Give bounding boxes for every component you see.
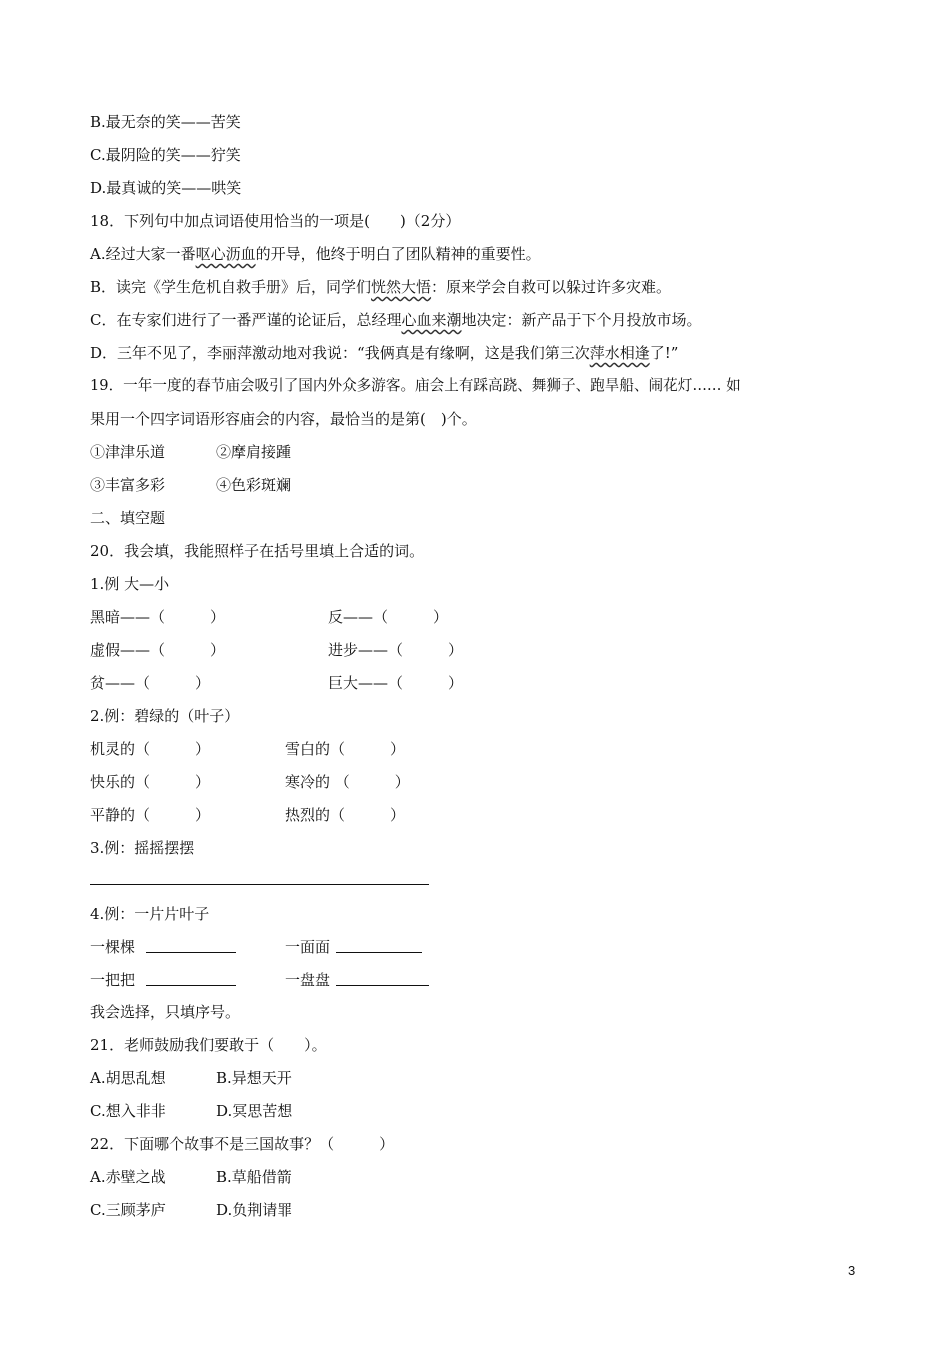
- q18-a-dotted-word: 呕心沥血: [195, 245, 256, 263]
- q17-option-c: C.最阴险的笑——狞笑: [90, 146, 241, 164]
- q19-options-row-2: [90, 475, 291, 495]
- q20-part2-item: 快乐的（ ）: [90, 773, 211, 791]
- q20-part1-item: 黑暗——（ ）: [90, 608, 226, 626]
- q19-option-4: ④色彩斑斓: [216, 476, 292, 494]
- q18-b-pre: B．读完《学生危机自救手册》后，同学们: [90, 278, 372, 296]
- q21-options-row-1: [90, 1068, 292, 1088]
- q20-part4-answer-line[interactable]: [336, 952, 422, 953]
- q20-part1-item: 进步——（ ）: [328, 641, 464, 659]
- page-number: 3: [848, 1263, 856, 1278]
- q18-option-b: [90, 277, 671, 297]
- q17-option-d: D.最真诚的笑——哄笑: [90, 179, 242, 197]
- q18-option-a: [90, 244, 541, 264]
- q20-part2-item: 机灵的（ ）: [90, 740, 211, 758]
- q18-a-post: 的开导，他终于明白了团队精神的重要性。: [255, 245, 541, 263]
- q18-a-pre: A.经过大家一番: [90, 245, 196, 263]
- q20-part2-row-3: [90, 805, 405, 825]
- q20-part4-item: 一棵棵: [90, 938, 136, 956]
- q20-part1-example: 1.例 大—小: [90, 575, 170, 593]
- q20-part2-item: 雪白的（ ）: [285, 740, 406, 758]
- q22-options-row-1: [90, 1167, 292, 1187]
- q18-stem: 18．下列句中加点词语使用恰当的一项是( )（2分）: [90, 212, 461, 230]
- q18-c-post: 地决定：新产品于下个月投放市场。: [461, 311, 702, 329]
- q20-part2-item: 平静的（ ）: [90, 806, 211, 824]
- q22-options-row-2: [90, 1200, 292, 1220]
- q22-option-a: A.赤壁之战: [90, 1168, 166, 1186]
- q20-stem: 20．我会填，我能照样子在括号里填上合适的词。: [90, 542, 425, 560]
- q22-option-b: B.草船借箭: [216, 1168, 292, 1186]
- q20-part4-item: 一面面: [285, 938, 331, 956]
- q18-b-post: ：原来学会自救可以躲过许多灾难。: [431, 278, 672, 296]
- q20-part4-example: 4.例：一片片叶子: [90, 905, 210, 923]
- q20-part1-item: 贫——（ ）: [90, 674, 211, 692]
- q19-option-3: ③丰富多彩: [90, 476, 166, 494]
- q17-option-b: B.最无奈的笑——苦笑: [90, 113, 241, 131]
- q22-option-c: C.三顾茅庐: [90, 1201, 166, 1219]
- q20-part1-item: 虚假——（ ）: [90, 641, 226, 659]
- q19-option-1: ①津津乐道: [90, 443, 166, 461]
- q20-part2-example: 2.例：碧绿的（叶子）: [90, 707, 240, 725]
- q18-option-c: [90, 310, 702, 330]
- q22-stem: 22．下面哪个故事不是三国故事？（ ）: [90, 1135, 395, 1153]
- q20-part1-item: 反——（ ）: [328, 608, 449, 626]
- q21-options-row-2: [90, 1101, 292, 1121]
- q18-d-pre: D．三年不见了，李丽萍激动地对我说：“我俩真是有缘啊，这是我们第三次: [90, 344, 590, 362]
- section-heading-fill-blanks: 二、填空题: [90, 509, 166, 527]
- q19-line-2: 果用一个四字词语形容庙会的内容，最恰当的是第( )个。: [90, 410, 477, 428]
- q21-option-b: B.异想天开: [216, 1069, 292, 1087]
- q18-d-dotted-word: 萍水相逢: [589, 344, 650, 362]
- q19-options-row-1: [90, 442, 291, 462]
- q20-part1-row-2: [90, 640, 463, 660]
- q20-part1-row-3: [90, 673, 463, 693]
- q20-part4-answer-line[interactable]: [146, 952, 236, 953]
- q20-part4-item: 一把把: [90, 971, 136, 989]
- q20-part4-answer-line[interactable]: [336, 985, 429, 986]
- q19-option-2: ②摩肩接踵: [216, 443, 292, 461]
- q20-part4-answer-line[interactable]: [146, 985, 236, 986]
- q18-option-d: [90, 343, 678, 363]
- q20-part1-item: 巨大——（ ）: [328, 674, 464, 692]
- q18-c-pre: C．在专家们进行了一番严谨的论证后，总经理: [90, 311, 402, 329]
- q20-part3-answer-line[interactable]: [90, 884, 429, 885]
- q20-part4-row-2: [90, 970, 135, 990]
- q21-option-a: A.胡思乱想: [90, 1069, 166, 1087]
- q20-part2-row-1: [90, 739, 405, 759]
- q22-option-d: D.负荆请罪: [216, 1201, 293, 1219]
- q20-part3-example: 3.例：摇摇摆摆: [90, 839, 195, 857]
- q20-part2-item: 寒冷的 （ ）: [285, 773, 410, 791]
- q20-part2-item: 热烈的（ ）: [285, 806, 406, 824]
- q20-part2-row-2: [90, 772, 410, 792]
- choose-heading: 我会选择，只填序号。: [90, 1003, 241, 1021]
- q21-option-d: D.冥思苦想: [216, 1102, 293, 1120]
- q18-d-post: 了!”: [649, 344, 679, 362]
- q21-option-c: C.想入非非: [90, 1102, 166, 1120]
- q20-part4-row-1: [90, 937, 135, 957]
- q19-line-1: 19．一年一度的春节庙会吸引了国内外众多游客。庙会上有踩高跷、舞狮子、跑旱船、闹花灯…… 如: [90, 377, 741, 394]
- q20-part1-row-1: [90, 607, 448, 627]
- q20-part4-item: 一盘盘: [285, 971, 331, 989]
- q18-b-dotted-word: 恍然大悟: [371, 278, 432, 296]
- q18-c-dotted-word: 心血来潮: [401, 311, 462, 329]
- q21-stem: 21．老师鼓励我们要敢于（ ）。: [90, 1036, 327, 1054]
